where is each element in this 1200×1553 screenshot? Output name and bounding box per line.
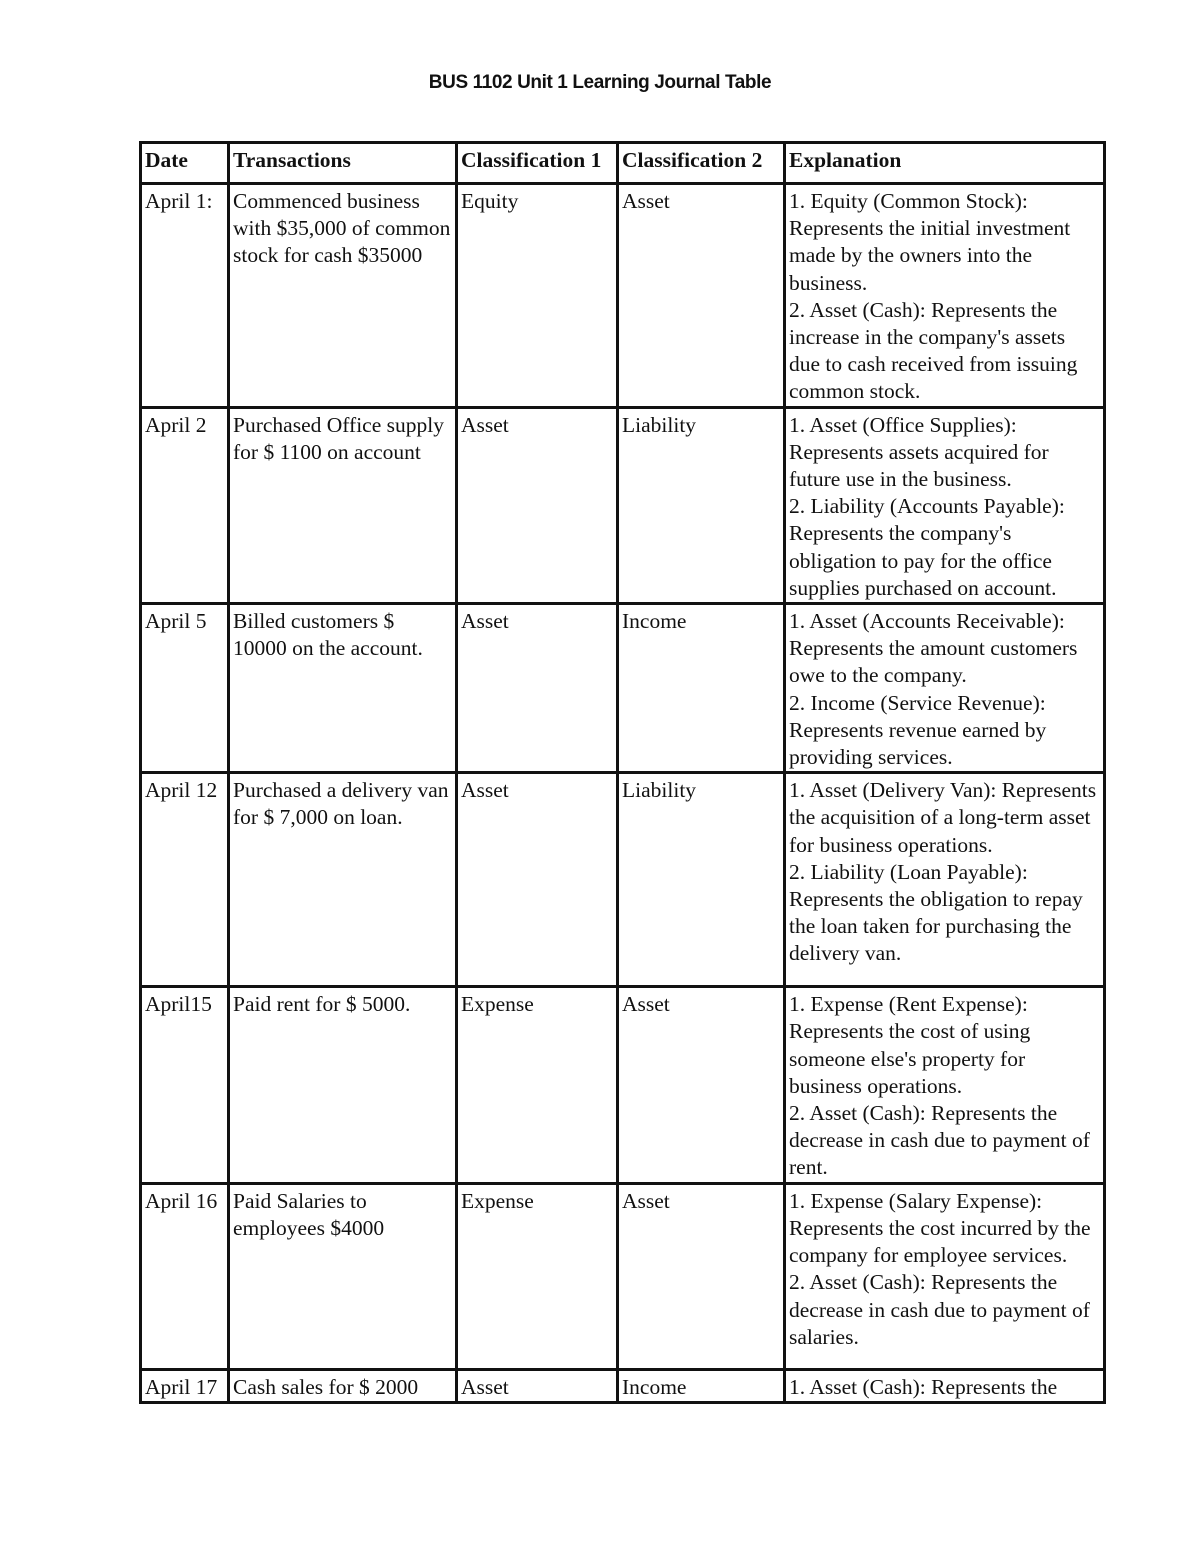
classification-2-cell: Asset bbox=[618, 184, 785, 408]
column-header-explanation: Explanation bbox=[785, 143, 1105, 184]
classification-2-cell: Asset bbox=[618, 1183, 785, 1369]
explanation-cell bbox=[785, 987, 1105, 1183]
transaction-cell: Cash sales for $ 2000 bbox=[229, 1369, 457, 1402]
explanation-line: 2. Asset (Cash): Represents the decrease in cash due to payment of rent. bbox=[789, 1101, 1090, 1180]
table-header-row bbox=[141, 143, 1105, 184]
explanation-cell bbox=[785, 1369, 1105, 1402]
table-row bbox=[141, 1183, 1105, 1369]
date-cell: April 1: bbox=[141, 184, 229, 408]
classification-2-cell: Asset bbox=[618, 987, 785, 1183]
explanation-line: 2. Liability (Loan Payable): Represents the obligation to repay the loan taken for purchasing the delivery van. bbox=[789, 859, 1083, 966]
table-row bbox=[141, 407, 1105, 603]
table-row bbox=[141, 773, 1105, 987]
transaction-cell: Commenced business with $35,000 of common stock for cash $35000 bbox=[229, 184, 457, 408]
classification-1-cell: Asset bbox=[457, 773, 618, 987]
classification-2-cell: Income bbox=[618, 604, 785, 773]
date-cell: April 17 bbox=[141, 1369, 229, 1402]
classification-1-cell: Expense bbox=[457, 1183, 618, 1369]
explanation-line: 1. Asset (Cash): Represents the bbox=[789, 1374, 1058, 1399]
date-cell: April15 bbox=[141, 987, 229, 1183]
classification-1-cell: Asset bbox=[457, 604, 618, 773]
transaction-cell: Billed customers $ 10000 on the account. bbox=[229, 604, 457, 773]
date-cell: April 2 bbox=[141, 407, 229, 603]
classification-2-cell: Liability bbox=[618, 773, 785, 987]
classification-2-cell: Income bbox=[618, 1369, 785, 1402]
explanation-line: 1. Asset (Accounts Receivable): Represents the amount customers owe to the company. bbox=[789, 609, 1078, 688]
transaction-cell: Purchased Office supply for $ 1100 on account bbox=[229, 407, 457, 603]
explanation-line: 2. Asset (Cash): Represents the decrease in cash due to payment of salaries. bbox=[789, 1270, 1090, 1349]
explanation-line: 2. Income (Service Revenue): Represents revenue earned by providing services. bbox=[789, 690, 1047, 770]
table-row bbox=[141, 604, 1105, 773]
transaction-cell: Purchased a delivery van for $ 7,000 on loan. bbox=[229, 773, 457, 987]
explanation-cell bbox=[785, 604, 1105, 773]
page-title: BUS 1102 Unit 1 Learning Journal Table bbox=[428, 72, 772, 93]
column-header-transactions: Transactions bbox=[229, 143, 457, 184]
classification-1-cell: Expense bbox=[457, 987, 618, 1183]
column-header-classification-1: Classification 1 bbox=[457, 143, 618, 184]
explanation-line: 1. Asset (Office Supplies): Represents assets acquired for future use in the business. bbox=[789, 412, 1049, 492]
explanation-cell bbox=[785, 407, 1105, 603]
explanation-line: 2. Liability (Accounts Payable): Represents the company's obligation to pay for the office supplies purchased on account. bbox=[789, 494, 1065, 600]
explanation-cell bbox=[785, 773, 1105, 987]
table-row bbox=[141, 184, 1105, 408]
classification-1-cell: Asset bbox=[457, 1369, 618, 1402]
learning-journal-table bbox=[139, 141, 1106, 1404]
column-header-classification-2: Classification 2 bbox=[618, 143, 785, 184]
table-row bbox=[141, 987, 1105, 1183]
explanation-line: 1. Expense (Rent Expense): Represents the cost of using someone else's property for business operations. bbox=[789, 992, 1031, 1098]
explanation-line: 2. Asset (Cash): Represents the increase in the company's assets due to cash received from issuing common stock. bbox=[789, 297, 1078, 404]
table-row bbox=[141, 1369, 1105, 1402]
classification-1-cell: Asset bbox=[457, 407, 618, 603]
column-header-date: Date bbox=[141, 143, 229, 184]
explanation-cell bbox=[785, 184, 1105, 408]
explanation-line: 1. Asset (Delivery Van): Represents the acquisition of a long-term asset for business operations. bbox=[789, 778, 1097, 857]
transaction-cell: Paid Salaries to employees $4000 bbox=[229, 1183, 457, 1369]
explanation-line: 1. Equity (Common Stock): Represents the initial investment made by the owners into the business. bbox=[789, 189, 1071, 295]
date-cell: April 5 bbox=[141, 604, 229, 773]
classification-2-cell: Liability bbox=[618, 407, 785, 603]
classification-1-cell: Equity bbox=[457, 184, 618, 408]
date-cell: April 12 bbox=[141, 773, 229, 987]
explanation-line: 1. Expense (Salary Expense): Represents the cost incurred by the company for employee services. bbox=[789, 1188, 1091, 1268]
transaction-cell: Paid rent for $ 5000. bbox=[229, 987, 457, 1183]
date-cell: April 16 bbox=[141, 1183, 229, 1369]
explanation-cell bbox=[785, 1183, 1105, 1369]
